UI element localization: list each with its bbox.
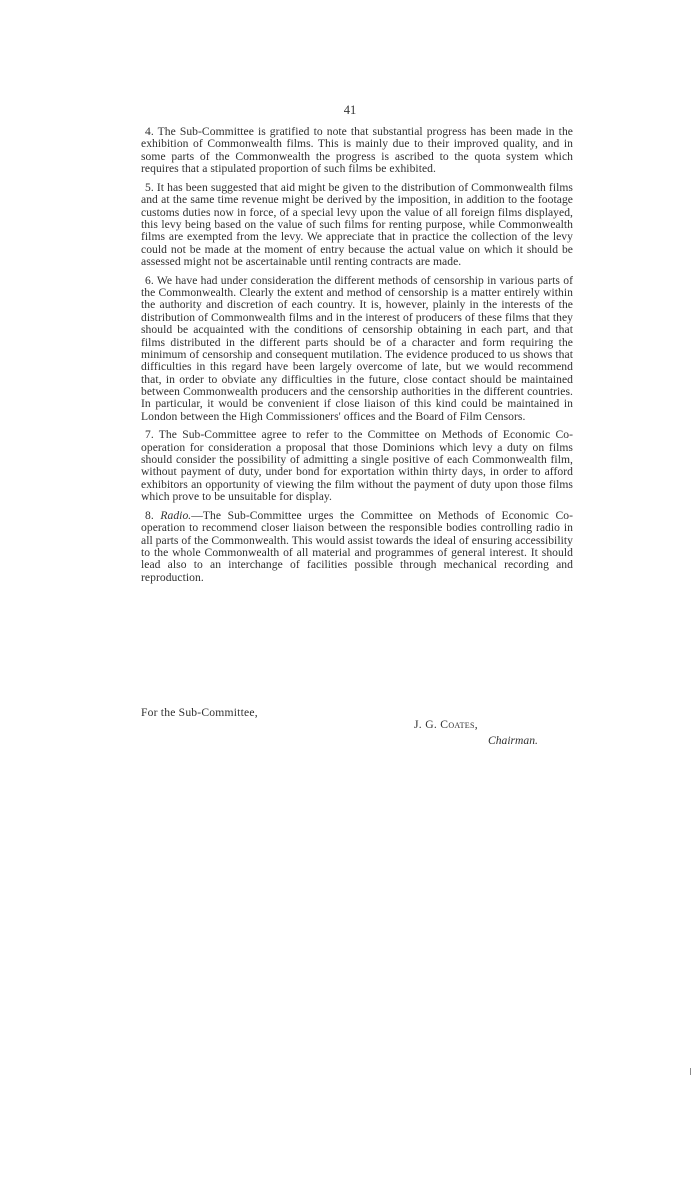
paragraph-8-text: —The Sub-Committee urges the Committee on Methods of Economic Co-operation to recommend closer liaison between the responsible bodies controlling radio in all parts of the Commonwealth. This would assist towards the ideal of ensuring accessibility to the whole Commonwealth of all material and programmes of general interest. It should lead also to an interchange of facilities possible through mechanical recording and reproduction. (141, 508, 573, 584)
closing-for-line: For the Sub-Committee, (141, 706, 258, 719)
signatory-comma: , (474, 718, 478, 731)
signatory-title: Chairman. (488, 734, 538, 747)
paragraph-5-text: 5. It has been suggested that aid might be given to the distribution of Commonwealth films and at the same time revenue might be derived by the imposition, in addition to the footage customs duties now in force, of a special levy upon the value of all foreign films displayed, this levy being based on the value of such films for renting purpose, while Commonwealth films are exempted from the levy. We appreciate that in practice the collection of the levy could not be made at the moment of entry because the actual value on which it should be assessed might not be ascertainable until renting contracts are made. (141, 180, 573, 268)
page-number: 41 (343, 103, 357, 117)
paragraph-8-heading: Radio. (160, 508, 192, 522)
signatory-surname: Coates (440, 718, 475, 731)
paragraph-8 (141, 510, 573, 584)
signatory-initials: J. G. (414, 718, 441, 731)
document-body (141, 126, 573, 591)
paragraph-8-prefix: 8. (145, 508, 161, 522)
signatory-name (414, 718, 478, 731)
paragraph-4 (141, 126, 573, 175)
scan-edge-mark (690, 1068, 691, 1075)
paragraph-7 (141, 429, 573, 503)
paragraph-7-text: 7. The Sub-Committee agree to refer to the Committee on Methods of Economic Co-operation for consideration a proposal that those Dominions which levy a duty on films should consider the possibility of admitting a single positive of each Commonwealth film, without payment of duty, under bond for exportation within thirty days, in order to afford exhibitors an opportunity of viewing the film without the payment of duty upon those films which prove to be unsuitable for display. (141, 428, 573, 504)
paragraph-4-text: 4. The Sub-Committee is gratified to note that substantial progress has been made in the exhibition of Commonwealth films. This is mainly due to their improved quality, and in some parts of the Commonwealth the progress is ascribed to the quota system which requires that a stipulated proportion of such films be exhibited. (141, 125, 573, 176)
paragraph-5 (141, 182, 573, 268)
paragraph-6 (141, 275, 573, 423)
paragraph-6-text: 6. We have had under consideration the different methods of censorship in various parts of the Commonwealth. Clearly the extent and method of censorship is a matter entirely within the authority and discretion of each country. It is, however, plainly in the interests of the distribution of Commonwealth films and in the interest of producers of these films that they should be acquainted with the conditions of censorship obtaining in each part, and that films distributed in the different parts should be of a character and form requiring the minimum of censorship and consequent mutilation. The evidence produced to us shows that difficulties in this regard have been largely overcome of late, but we would recommend that, in order to obviate any difficulties in the future, close contact should be maintained between Commonwealth producers and the censorship authorities in the different countries. In particular, it would be convenient if close liaison of this kind could be maintained in London between the High Commissioners' offices and the Board of Film Censors. (141, 273, 573, 423)
